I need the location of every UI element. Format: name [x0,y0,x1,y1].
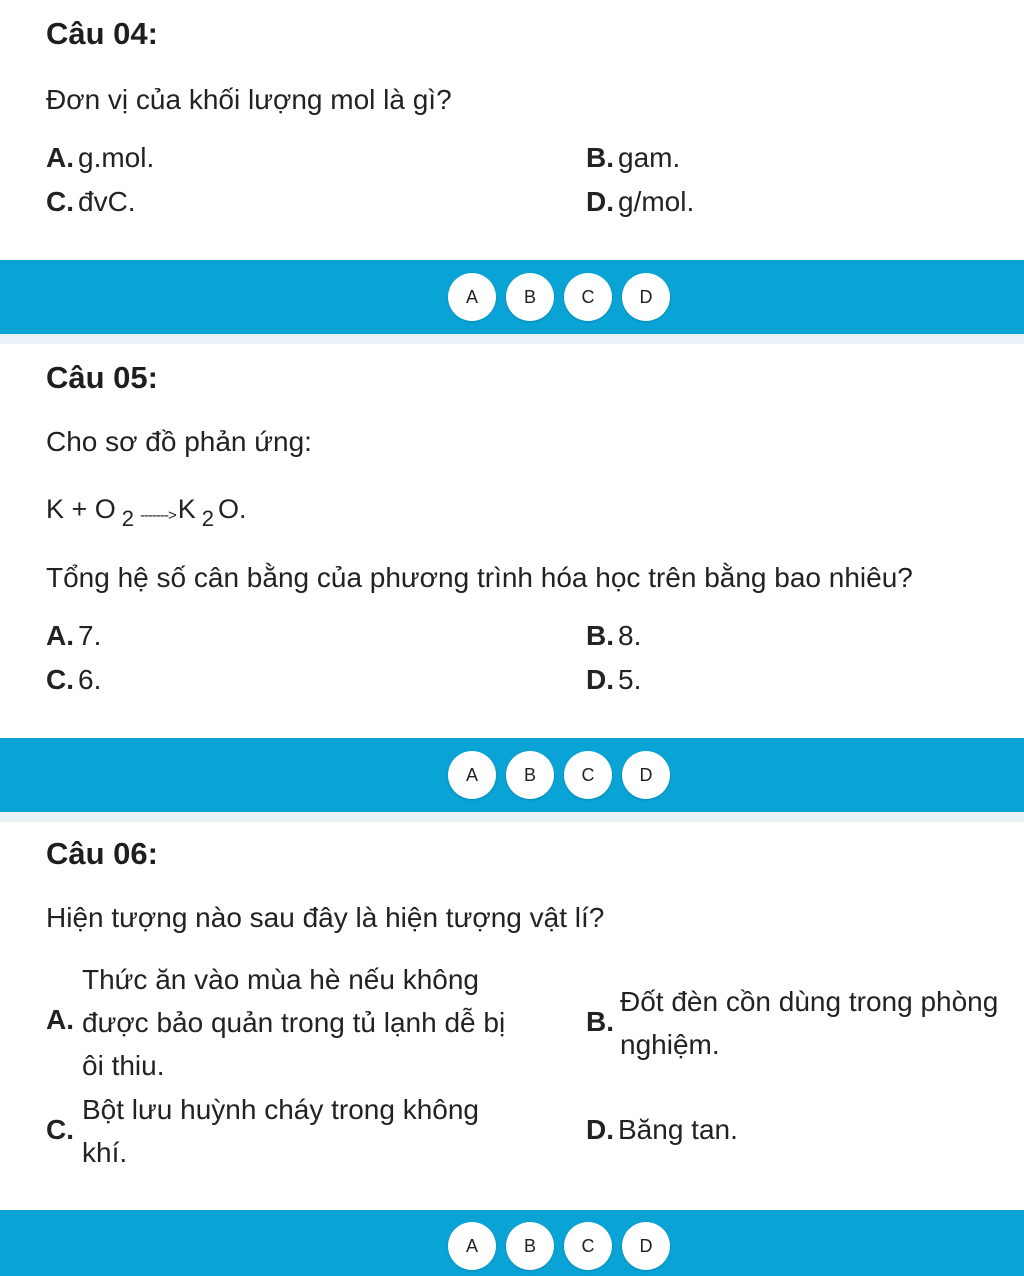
question-card-05 [0,344,1024,738]
question-title: Câu 06: [46,836,158,871]
option-text-line: khí. [82,1137,128,1168]
option-c [46,664,101,696]
answer-bar-04 [0,260,1024,334]
question-intro: Cho sơ đồ phản ứng: [46,426,312,457]
option-text: Băng tan. [618,1114,738,1145]
formula-rhs: K [177,494,196,524]
option-letter: C. [46,1114,74,1145]
question-text: Đơn vị của khối lượng mol là gì? [46,84,452,115]
option-c [46,1088,566,1174]
question-text: Hiện tượng nào sau đây là hiện tượng vật lí? [46,902,605,933]
reaction-formula [46,494,247,531]
option-letter: C. [46,664,74,695]
option-letter: A. [46,1004,74,1035]
option-text: g.mol. [78,142,155,173]
option-letter: B. [586,1006,614,1037]
option-a [46,958,566,1087]
answer-button-c[interactable]: C [564,1222,612,1270]
question-card-04 [0,0,1024,260]
option-text-line: Đốt đèn cồn dùng trong phòng [620,986,999,1017]
option-text-line: Bột lưu huỳnh cháy trong không [82,1094,480,1125]
option-text: gam. [618,142,681,173]
answer-bar-06 [0,1210,1024,1276]
option-letter: C. [46,186,74,217]
option-b [586,142,680,174]
answer-button-d[interactable]: D [622,1222,670,1270]
option-letter: D. [586,186,614,217]
option-text-line: được bảo quản trong tủ lạnh dễ bị [82,1007,506,1038]
option-text: đvC. [78,186,136,217]
option-text: g/mol. [618,186,695,217]
answer-button-c[interactable]: C [564,751,612,799]
answer-button-d[interactable]: D [622,273,670,321]
answer-button-b[interactable]: B [506,751,554,799]
answer-button-a[interactable]: A [448,1222,496,1270]
option-letter: A. [46,142,74,173]
card-divider [0,334,1024,344]
option-text: 6. [78,664,102,695]
option-text [82,958,505,1087]
answer-button-a[interactable]: A [448,273,496,321]
option-text: 8. [618,620,642,651]
option-text: 7. [78,620,102,651]
answer-button-c[interactable]: C [564,273,612,321]
option-d [586,1114,738,1146]
option-b [586,980,1024,1066]
formula-rhs-subscript: 2 [201,506,215,531]
option-letter: D. [586,1114,614,1145]
answer-button-d[interactable]: D [622,751,670,799]
answer-bar-05 [0,738,1024,812]
option-text-line: ôi thiu. [82,1050,165,1081]
option-letter: B. [586,142,614,173]
question-text: Tổng hệ số cân bằng của phương trình hóa học trên bằng bao nhiêu? [46,562,913,593]
option-text [620,980,998,1066]
card-divider [0,812,1024,822]
formula-lhs-subscript: 2 [121,506,135,531]
formula-rhs-tail: O. [218,494,247,524]
option-a [46,620,101,652]
formula-lhs: K + O [46,494,116,524]
answer-button-b[interactable]: B [506,273,554,321]
question-card-06 [0,822,1024,1210]
option-d [586,664,641,696]
option-text [82,1088,479,1174]
question-title: Câu 04: [46,16,158,51]
question-title: Câu 05: [46,360,158,395]
option-letter: A. [46,620,74,651]
option-text-line: Thức ăn vào mùa hè nếu không [82,964,480,995]
option-text-line: nghiệm. [620,1029,720,1060]
option-text: 5. [618,664,642,695]
answer-button-b[interactable]: B [506,1222,554,1270]
answer-button-a[interactable]: A [448,751,496,799]
option-b [586,620,641,652]
option-a [46,142,154,174]
option-letter: B. [586,620,614,651]
option-d [586,186,694,218]
option-c [46,186,136,218]
reaction-arrow: -------> [140,507,176,524]
option-letter: D. [586,664,614,695]
